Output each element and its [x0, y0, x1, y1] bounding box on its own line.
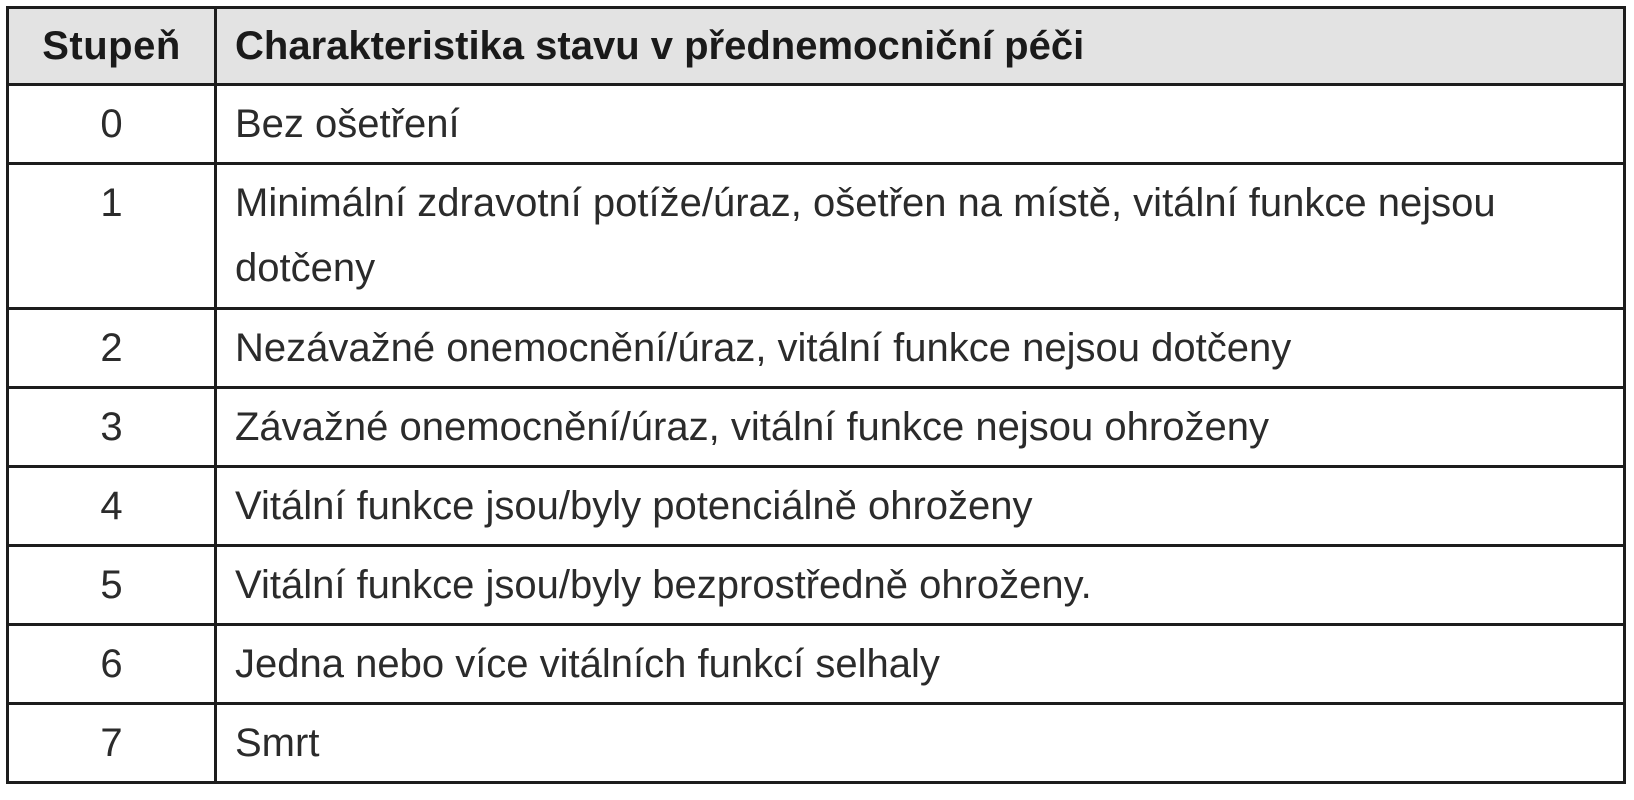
grade-cell: 0 [8, 85, 216, 164]
description-cell: Vitální funkce jsou/byly potenciálně ohroženy [216, 467, 1625, 546]
description-cell: Bez ošetření [216, 85, 1625, 164]
table-row [8, 546, 1625, 625]
grade-cell: 4 [8, 467, 216, 546]
description-cell: Nezávažné onemocnění/úraz, vitální funkce nejsou dotčeny [216, 309, 1625, 388]
table-row [8, 704, 1625, 783]
grade-cell: 7 [8, 704, 216, 783]
column-header-description: Charakteristika stavu v přednemocniční péči [216, 8, 1625, 85]
description-cell: Jedna nebo více vitálních funkcí selhaly [216, 625, 1625, 704]
description-cell: Minimální zdravotní potíže/úraz, ošetřen na místě, vitální funkce nejsou dotčeny [216, 164, 1625, 309]
description-cell: Vitální funkce jsou/byly bezprostředně ohroženy. [216, 546, 1625, 625]
table-row [8, 85, 1625, 164]
grade-cell: 5 [8, 546, 216, 625]
table-row [8, 164, 1625, 309]
description-cell: Smrt [216, 704, 1625, 783]
table-row [8, 625, 1625, 704]
grade-cell: 2 [8, 309, 216, 388]
grade-table [6, 6, 1626, 784]
table-row [8, 309, 1625, 388]
grade-cell: 1 [8, 164, 216, 309]
column-header-grade: Stupeň [8, 8, 216, 85]
grade-table-container [6, 6, 1626, 783]
table-header-row [8, 8, 1625, 85]
grade-cell: 6 [8, 625, 216, 704]
description-cell: Závažné onemocnění/úraz, vitální funkce nejsou ohroženy [216, 388, 1625, 467]
table-row [8, 388, 1625, 467]
table-row [8, 467, 1625, 546]
grade-cell: 3 [8, 388, 216, 467]
